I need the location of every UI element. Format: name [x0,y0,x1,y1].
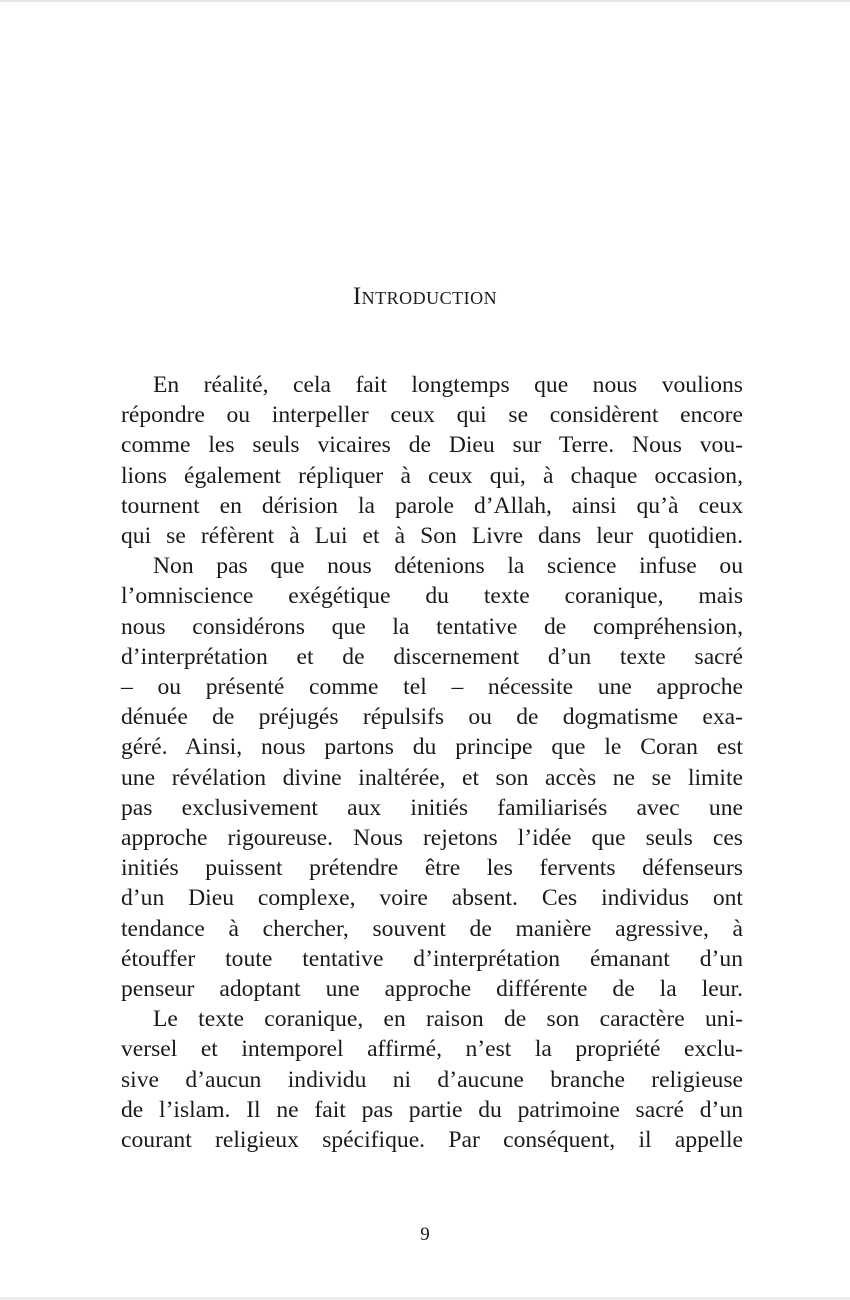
page-number: 9 [420,1224,430,1245]
text-line: approche rigoureuse. Nous rejetons l’idée que seuls ces [121,825,743,852]
text-line: d’un Dieu complexe, voire absent. Ces individus ont [121,885,743,912]
text-line: courant religieux spécifique. Par conséquent, il appelle [121,1127,743,1154]
text-line: répondre ou interpeller ceux qui se considèrent encore [121,402,743,429]
text-line: l’omniscience exégétique du texte coranique, mais [121,583,743,610]
text-line: En réalité, cela fait longtemps que nous voulions [153,372,743,398]
chapter-title: Introduction [352,283,498,310]
text-line: penseur adoptant une approche différente de la leur. [121,976,743,1003]
body-text [121,370,743,1155]
text-line: dénuée de préjugés répulsifs ou de dogmatisme exa- [121,704,743,731]
text-line: sive d’aucun individu ni d’aucune branche religieuse [121,1066,743,1093]
paragraph-1 [121,370,743,551]
text-line: une révélation divine inaltérée, et son accès ne se limite [121,764,743,791]
text-line: qui se réfèrent à Lui et à Son Livre dans leur quotidien. [121,523,743,550]
text-line: versel et intemporel affirmé, n’est la propriété exclu- [121,1036,743,1063]
text-line: nous considérons que la tentative de compréhension, [121,613,743,640]
text-line: initiés puissent prétendre être les fervents défenseurs [121,855,743,882]
text-line: Le texte coranique, en raison de son caractère uni- [153,1006,743,1033]
text-line: Non pas que nous détenions la science infuse ou [153,553,743,580]
text-line: d’interprétation et de discernement d’un texte sacré [121,643,743,670]
text-line: lions également répliquer à ceux qui, à chaque occasion, [121,462,743,489]
text-line: géré. Ainsi, nous partons du principe que le Coran est [121,734,743,761]
text-line: étouffer toute tentative d’interprétation émanant d’un [121,945,743,972]
paragraph-3 [121,1004,743,1155]
text-line: de l’islam. Il ne fait pas partie du patrimoine sacré d’un [121,1096,743,1123]
text-line: – ou présenté comme tel – nécessite une approche [121,674,743,701]
text-line: tendance à chercher, souvent de manière agressive, à [121,915,743,942]
paragraph-2 [121,551,743,1004]
page-top-edge [0,0,850,2]
text-line: tournent en dérision la parole d’Allah, ainsi qu’à ceux [121,492,743,519]
text-line: pas exclusivement aux initiés familiarisés avec une [121,794,743,821]
text-line: comme les seuls vicaires de Dieu sur Terre. Nous vou- [121,432,743,459]
